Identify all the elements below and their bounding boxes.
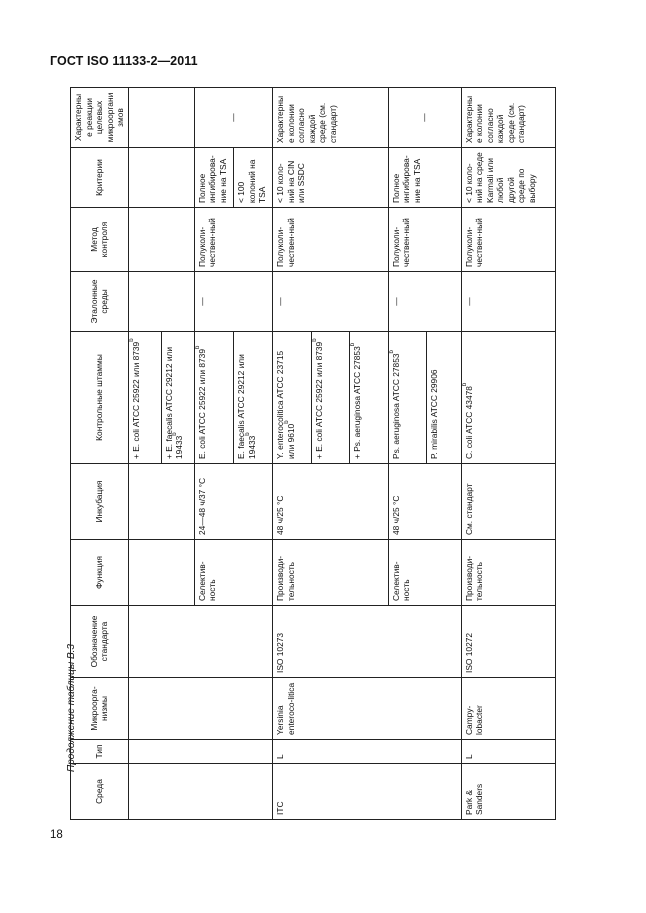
cell-criteria: Полное ингибирова-ние на TSA: [388, 148, 461, 208]
table-row: [273, 88, 312, 820]
cell-reaction: —: [388, 88, 461, 148]
cell-strain: E. faecalis ATCC 29212 или 19433$^b$: [234, 332, 273, 464]
cell-strain: Ps. aeruginosa ATCC 27853$^b$: [388, 332, 427, 464]
cell-type: [128, 740, 273, 764]
cell-function: [128, 540, 194, 606]
cell-strain: + E. faecalis ATCC 29212 или 19433$^b$: [161, 332, 194, 464]
cell-reference: —: [461, 272, 555, 332]
cell-reference: —: [388, 272, 461, 332]
cell-method: Полуколи-чествен-ный: [388, 208, 461, 272]
cell-reaction: Характерные колонии согласно каждой среде (см. стандарт): [273, 88, 389, 148]
cell-organism: Campy-lobacter: [461, 678, 555, 740]
cell-strain: + E. coli ATCC 25922 или 8739$^b$: [311, 332, 350, 464]
table-frame: [70, 88, 556, 820]
cell-reaction: —: [194, 88, 272, 148]
cell-incubation: [128, 464, 194, 540]
cell-medium: ITC: [273, 764, 462, 820]
cell-organism: [128, 678, 273, 740]
cell-function: Производи-тельность: [273, 540, 389, 606]
cell-strain: C. coli ATCC 43478$^b$: [461, 332, 555, 464]
cell-criteria: Полное ингибирова-ние на TSA: [194, 148, 233, 208]
col-header-standard: Обозначение стандарта: [71, 606, 129, 678]
cell-reference: [128, 272, 194, 332]
col-header-organisms: Микроорга-низмы: [71, 678, 129, 740]
table-caption: Продолжение таблицы В.3: [66, 644, 77, 772]
cell-type: L: [461, 740, 555, 764]
cell-method: Полуколи-чествен-ный: [273, 208, 389, 272]
cell-incubation: См. стандарт: [461, 464, 555, 540]
cell-criteria: < 10 коло-ний на CIN или SSDC: [273, 148, 389, 208]
cell-medium: [128, 764, 273, 820]
cell-method: Полуколи-чествен-ный: [194, 208, 272, 272]
col-header-control-method: Метод контроля: [71, 208, 129, 272]
col-header-criteria: Критерии: [71, 148, 129, 208]
document-header: ГОСТ ISO 11133-2—2011: [50, 54, 198, 68]
cell-function: Селектив-ность: [388, 540, 461, 606]
cell-strain: Y. enterocolitica ATCC 23715 или 9610$^b$: [273, 332, 312, 464]
col-header-incubation: Инкубация: [71, 464, 129, 540]
cell-organism: Yersinia enteroco-litica: [273, 678, 462, 740]
table-row: [461, 88, 555, 820]
cell-reaction: [128, 88, 194, 148]
cell-method: [128, 208, 194, 272]
cell-criteria: < 10 коло-ний на среде Karmali или любой другой среде по выбору: [461, 148, 555, 208]
cell-reference: —: [194, 272, 272, 332]
cell-criteria: [128, 148, 194, 208]
col-header-medium: Среда: [71, 764, 129, 820]
cell-strain: + Ps. aeruginosa ATCC 27853$^b$: [350, 332, 389, 464]
page-number: 18: [50, 829, 63, 841]
cell-incubation: 48 ч/25 °С: [388, 464, 461, 540]
cell-strain: P. mirabilis ATCC 29906: [427, 332, 461, 464]
cell-method: Полуколи-чествен-ный: [461, 208, 555, 272]
table-row: [128, 88, 161, 820]
cell-incubation: 48 ч/25 °С: [273, 464, 389, 540]
cell-strain: + E. coli ATCC 25922 или 8739$^b$: [128, 332, 161, 464]
cell-standard: ISO 10272: [461, 606, 555, 678]
col-header-reference-media: Эталонные среды: [71, 272, 129, 332]
media-table: [70, 87, 556, 820]
cell-strain: E. coli ATCC 25922 или 8739$^b$: [194, 332, 233, 464]
table-header-row: [71, 88, 129, 820]
cell-reaction: Характерные колонии согласно каждой среде (см. стандарт): [461, 88, 555, 148]
col-header-type: Тип: [71, 740, 129, 764]
col-header-characteristic-reactions: Характерные реакции целевых микроорганизмов: [71, 88, 129, 148]
cell-standard: [128, 606, 273, 678]
cell-incubation: 24—48 ч/37 °С: [194, 464, 272, 540]
cell-medium: Park & Sanders: [461, 764, 555, 820]
cell-criteria: < 100 колоний на TSA: [234, 148, 273, 208]
cell-reference: —: [273, 272, 389, 332]
cell-function: Производи-тельность: [461, 540, 555, 606]
col-header-control-strains: Контрольные штаммы: [71, 332, 129, 464]
cell-type: L: [273, 740, 462, 764]
cell-standard: ISO 10273: [273, 606, 462, 678]
col-header-function: Функция: [71, 540, 129, 606]
cell-function: Селектив-ность: [194, 540, 272, 606]
